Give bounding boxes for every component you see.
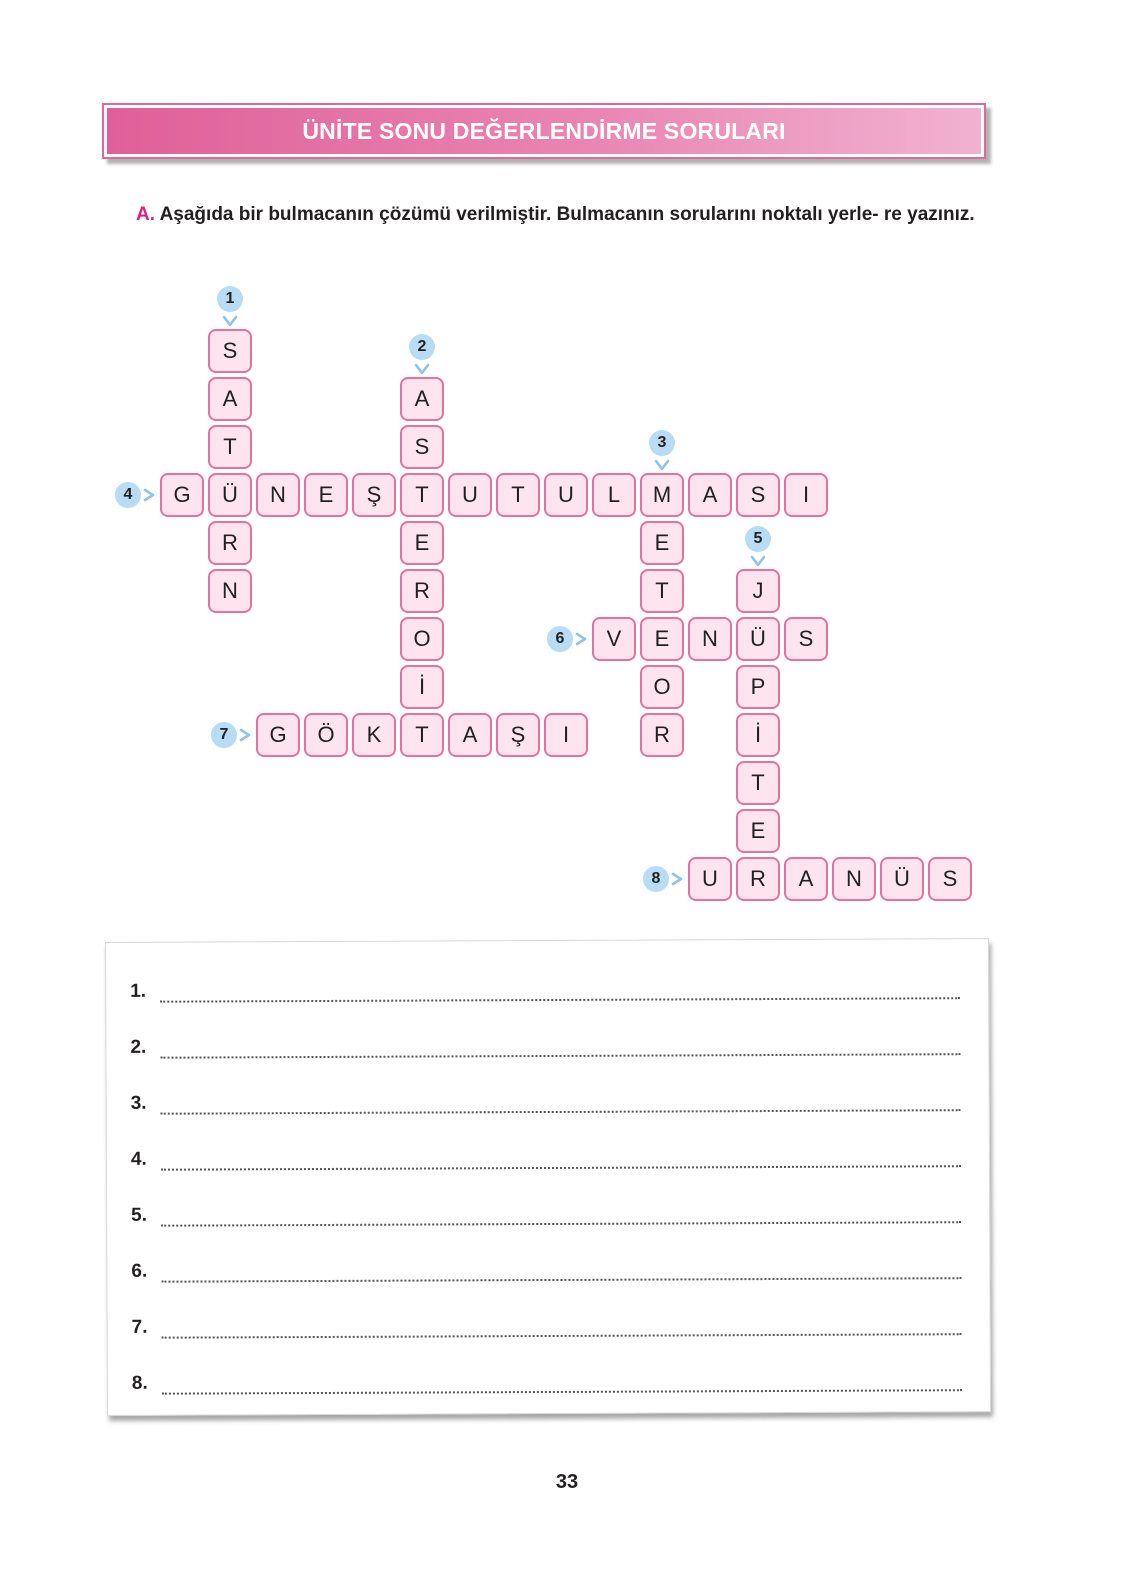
crossword-cell: E (640, 521, 684, 565)
dotted-line (161, 1205, 961, 1226)
crossword-cell: A (688, 473, 732, 517)
crossword-cell: J (736, 569, 780, 613)
crossword-cell: A (448, 713, 492, 757)
answer-number: 2. (130, 1036, 147, 1058)
dotted-line (161, 1093, 961, 1114)
dotted-line (162, 1373, 962, 1394)
crossword-cell: Ş (352, 473, 396, 517)
answer-line[interactable] (131, 1087, 961, 1115)
clue-number-badge: 7 (211, 722, 237, 748)
crossword-cell: I (544, 713, 588, 757)
crossword-cell: O (640, 665, 684, 709)
clue-number-badge: 4 (115, 482, 141, 508)
crossword-cell: Ü (208, 473, 252, 517)
clue-number-badge: 1 (217, 286, 243, 312)
crossword-cell: N (208, 569, 252, 613)
answer-number: 7. (131, 1316, 148, 1338)
crossword-cell: A (400, 377, 444, 421)
arrow-down-icon (414, 362, 430, 376)
arrow-right-icon (574, 632, 590, 646)
crossword-cell: T (496, 473, 540, 517)
crossword-cell: A (208, 377, 252, 421)
answer-line[interactable] (130, 975, 960, 1003)
crossword-cell: Ü (736, 617, 780, 661)
arrow-down-icon (654, 458, 670, 472)
clue-number-badge: 2 (409, 334, 435, 360)
crossword-cell: L (592, 473, 636, 517)
crossword-cell: G (256, 713, 300, 757)
answer-line[interactable] (131, 1255, 961, 1283)
crossword-cell: T (640, 569, 684, 613)
answer-line[interactable] (131, 1143, 961, 1171)
answer-number: 6. (131, 1260, 148, 1282)
crossword-cell: R (208, 521, 252, 565)
answer-card (105, 938, 991, 1416)
crossword-cell: N (256, 473, 300, 517)
crossword-cell: E (400, 521, 444, 565)
crossword-cell: V (592, 617, 636, 661)
crossword-cell: P (736, 665, 780, 709)
instruction-label: A. (136, 204, 155, 225)
dotted-line (161, 1149, 961, 1170)
clue-number-badge: 6 (547, 626, 573, 652)
crossword-cell: N (688, 617, 732, 661)
crossword-cell: T (400, 713, 444, 757)
crossword-cell: R (400, 569, 444, 613)
crossword-cell: İ (400, 665, 444, 709)
answer-number: 4. (130, 1148, 147, 1170)
crossword-cell: S (928, 857, 972, 901)
crossword-cell: K (352, 713, 396, 757)
clue-number-badge: 5 (745, 526, 771, 552)
crossword-cell: R (736, 857, 780, 901)
answer-line[interactable] (130, 1031, 960, 1059)
crossword-cell: T (736, 761, 780, 805)
dotted-line (162, 1317, 962, 1338)
arrow-down-icon (750, 554, 766, 568)
answer-line[interactable] (132, 1311, 962, 1339)
crossword-cell: M (640, 473, 684, 517)
arrow-down-icon (222, 314, 238, 328)
crossword-cell: N (832, 857, 876, 901)
crossword-cell: I (784, 473, 828, 517)
crossword-cell: S (784, 617, 828, 661)
arrow-right-icon (142, 488, 158, 502)
arrow-right-icon (238, 728, 254, 742)
crossword-cell: R (640, 713, 684, 757)
crossword-cell: Ş (496, 713, 540, 757)
answer-number: 8. (131, 1372, 148, 1394)
instruction-text: Aşağıda bir bulmacanın çözümü verilmiştir. Bulmacanın sorularını noktalı yerle- re yazınız. (159, 204, 975, 225)
dotted-line (161, 1261, 961, 1282)
crossword-cell: U (448, 473, 492, 517)
crossword-cell: U (544, 473, 588, 517)
crossword-cell: Ö (304, 713, 348, 757)
crossword-cell: E (736, 809, 780, 853)
crossword-cell: E (304, 473, 348, 517)
section-title: ÜNİTE SONU DEĞERLENDİRME SORULARI (302, 117, 786, 144)
crossword-cell: S (736, 473, 780, 517)
crossword-cell: İ (736, 713, 780, 757)
answer-line[interactable] (132, 1367, 962, 1395)
crossword-cell: O (400, 617, 444, 661)
crossword-cell: T (400, 473, 444, 517)
crossword-cell: T (208, 425, 252, 469)
crossword-cell: Ü (880, 857, 924, 901)
crossword-cell: U (688, 857, 732, 901)
answer-number: 1. (130, 980, 147, 1002)
crossword-cell: S (208, 329, 252, 373)
clue-number-badge: 8 (643, 866, 669, 892)
clue-number-badge: 3 (649, 430, 675, 456)
answer-line[interactable] (131, 1199, 961, 1227)
dotted-line (160, 1037, 960, 1058)
crossword-cell: S (400, 425, 444, 469)
page-number: 33 (555, 1471, 579, 1493)
crossword-cell: G (160, 473, 204, 517)
crossword-cell: A (784, 857, 828, 901)
answer-number: 5. (131, 1204, 148, 1226)
arrow-right-icon (670, 872, 686, 886)
crossword-cell: E (640, 617, 684, 661)
dotted-line (160, 981, 960, 1002)
answer-number: 3. (130, 1092, 147, 1114)
